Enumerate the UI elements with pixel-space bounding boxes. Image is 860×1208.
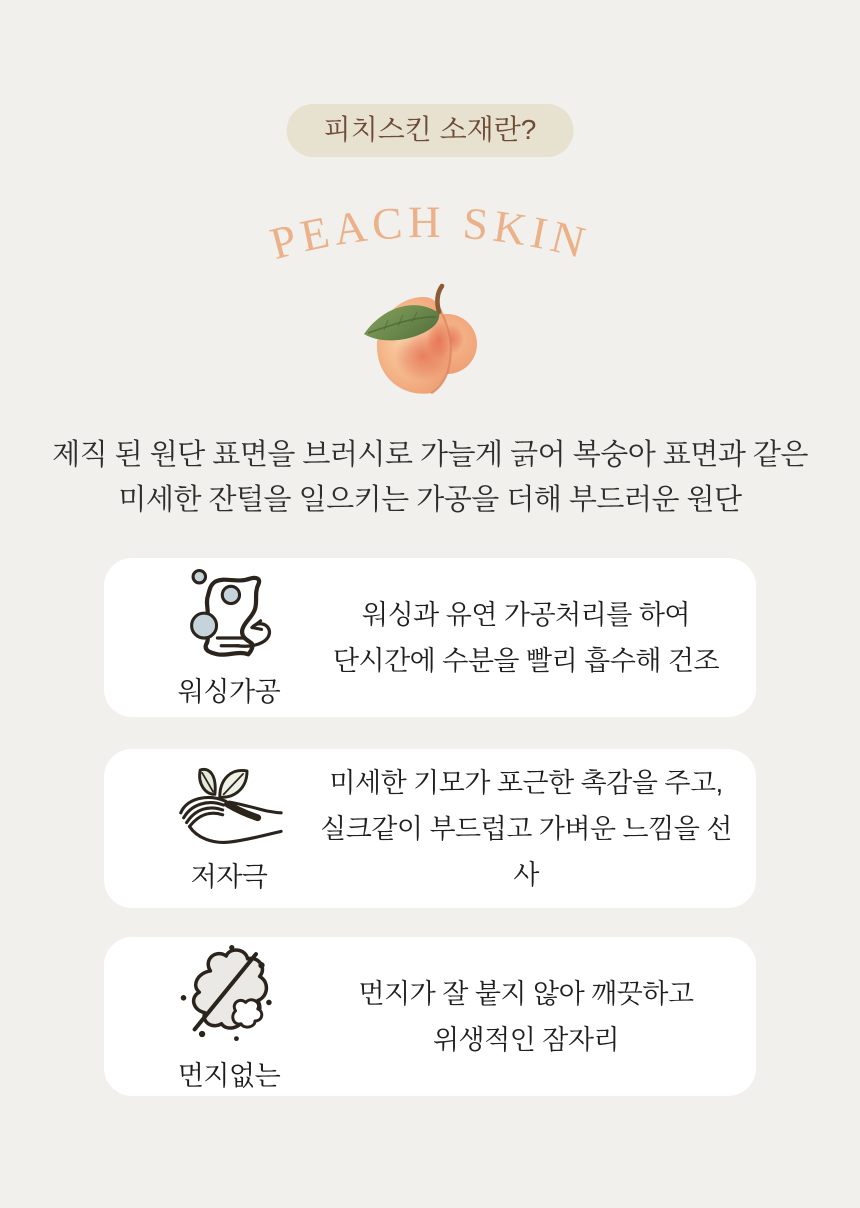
hand-with-leaves-icon (173, 764, 285, 850)
feature-label: 워싱가공 (177, 676, 281, 707)
feature-text-line-1: 미세한 기모가 포근한 촉감을 주고, (329, 767, 723, 798)
feature-text (314, 971, 756, 1063)
feature-text (314, 592, 756, 684)
feature-card-no-dust (104, 937, 756, 1096)
description-line-1: 제직 된 원단 표면을 브러시로 가늘게 긁어 복숭아 표면과 같은 (52, 439, 808, 471)
feature-card-washing (104, 558, 756, 717)
feature-card-gentle (104, 749, 756, 908)
svg-text:PEACH SKIN (265, 197, 595, 269)
feature-label: 저자극 (190, 861, 268, 892)
material-description (0, 433, 860, 523)
feature-label: 먼지없는 (177, 1060, 281, 1091)
feature-icon-column (144, 764, 314, 894)
description-line-2: 미세한 잔털을 일으키는 가공을 더해 부드러운 원단 (118, 484, 742, 516)
arc-title (240, 180, 620, 295)
feature-text-line-1: 워싱과 유연 가공처리를 하여 (362, 599, 690, 630)
peach-illustration (362, 282, 480, 405)
no-dust-icon (177, 941, 281, 1049)
feature-text (314, 760, 756, 898)
feature-text-line-2: 위생적인 잠자리 (432, 1024, 620, 1055)
peach-icon (362, 282, 480, 400)
feature-text-line-2: 실크같이 부드럽고 가벼운 느낌을 선사 (320, 813, 732, 890)
section-badge: 피치스킨 소재란? (287, 104, 574, 157)
feature-text-line-1: 먼지가 잘 붙지 않아 깨끗하고 (358, 978, 694, 1009)
arc-title-text: PEACH SKIN (265, 196, 595, 269)
feature-text-line-2: 단시간에 수분을 빨리 흡수해 건조 (332, 645, 720, 676)
feature-icon-column (144, 567, 314, 709)
peach-skin-arc-text (240, 180, 620, 290)
washing-fabric-icon (183, 567, 275, 665)
feature-icon-column (144, 941, 314, 1093)
